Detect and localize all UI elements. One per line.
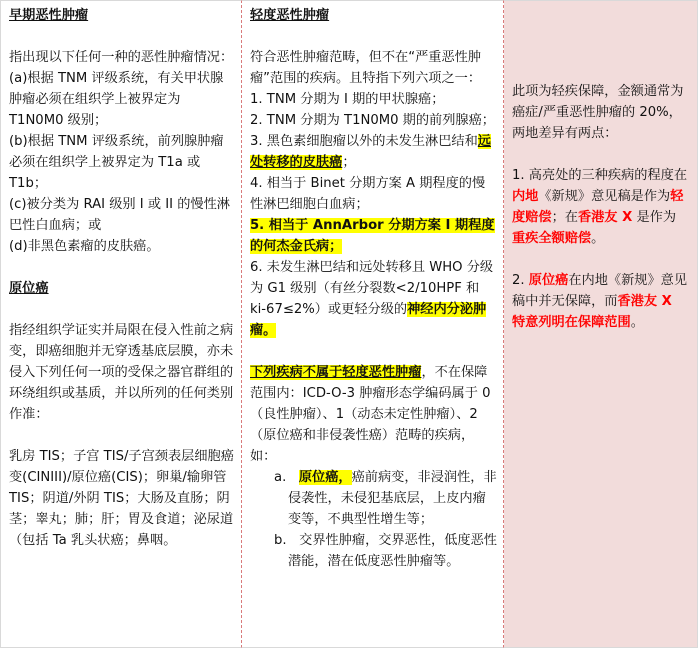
notes-p2-text: 在内地《新规》意见稿中并无保障，而 [512,273,688,309]
notes-p1-end: 。 [591,231,605,246]
in-situ-title: 原位癌 [9,281,49,296]
early-cancer-column [0,0,241,648]
exclusion-title: 下列疾病不属于轻度恶性肿瘤 [250,365,422,380]
mild-item-3-end: ； [342,155,356,170]
mild-item-5-highlight: 5. 相当于 AnnArbor 分期方案 I 期程度的何杰金氏病； [250,218,495,254]
mild-item-6-highlight: 神经内分泌肿瘤。 [250,302,487,338]
notes-intro: 此项为轻疾保障，金额通常为癌症/严重恶性肿瘤的 20%，两地差异有两点： [512,84,684,141]
mainland-label: 内地 [512,189,539,204]
exclusion-b-text: 交界性肿瘤，交界恶性，低度恶性潜能，潜在低度恶性肿瘤等。 [288,533,497,569]
exclusion-item-b [250,530,497,572]
early-cancer-intro: 指出现以下任何一种的恶性肿瘤情况： [9,50,234,65]
in-situ-label: 原位癌 [528,273,569,288]
early-item-d: (d)非黑色素瘤的皮肤癌。 [9,239,160,254]
notes-p1-text-4: 是作为 [632,210,677,225]
mild-cancer-intro: 符合恶性肿瘤范畴，但不在“严重恶性肿瘤”范围的疾病。且特指下列六项之一： [250,50,482,86]
mild-item-4: 4. 相当于 Binet 分期方案 A 期程度的慢性淋巴细胞白血病； [250,176,486,212]
early-item-a: (a)根据 TNM 评级系统，有关甲状腺肿瘤必须在组织学上被界定为 T1N0M0 级别； [9,71,224,128]
notes-p2-end: 。 [630,315,644,330]
mild-item-3-highlight: 远处转移的皮肤癌 [250,134,491,170]
notes-p1-text-2: 《新规》意见稿是作为 [538,189,671,204]
exclusion-a-text: 癌前病变，非浸润性，非侵袭性，未侵犯基底层，上皮内瘤变等，不典型性增生等； [288,470,497,527]
notes-point-2 [512,270,689,333]
notes-p1-text: 1. 高亮处的三种疾病的程度在 [512,168,688,183]
mild-item-5 [250,215,497,257]
exclusion-a-highlight: 原位癌， [298,470,352,485]
notes-point-1 [512,165,689,249]
mild-cancer-title: 轻度恶性肿瘤 [250,8,330,23]
notes-column [504,0,698,648]
early-item-b: (b)根据 TNM 评级系统，前列腺肿瘤必须在组织学上被界定为 T1a 或 T1b； [9,134,224,191]
exclusion-text: ，不在保障范围内：ICD-O-3 肿瘤形态学编码属于 0（良性肿瘤）、1（动态未定性肿瘤）、2（原位癌和非侵袭性癌）范畴的疾病，如： [250,365,491,464]
mild-cancer-column [241,0,504,648]
exclusion-b-label: b. [274,533,287,548]
mild-item-1: 1. TNM 分期为 I 期的甲状腺癌； [250,92,445,107]
in-situ-definition: 指经组织学证实并局限在侵入性前之病变，即癌细胞并无穿透基底层膜，亦未侵入下列任何一项的受保之器官群组的环绕组织或基质，并以所列的任何类别作准： [9,323,234,422]
exclusion-item-a [250,467,497,530]
notes-p2-num: 2. [512,273,529,288]
mild-item-6 [250,257,497,341]
mild-item-2: 2. TNM 分期为 T1N0M0 期的前列腺癌； [250,113,495,128]
early-cancer-title: 早期恶性肿瘤 [9,8,89,23]
notes-p1-text-3: ；在 [551,210,578,225]
hk-coverage-label: 香港友 X 特意列明在保障范围 [512,294,672,330]
mild-payout-label: 轻度赔偿 [512,189,684,225]
hk-insurer-label: 香港友 X [577,210,633,225]
exclusion-paragraph [250,362,497,467]
exclusion-a-label: a. [274,470,287,485]
mild-item-3-text: 3. 黑色素细胞瘤以外的未发生淋巴结和 [250,134,478,149]
early-item-c: (c)被分类为 RAI 级别 I 或 II 的慢性淋巴性白血病；或 [9,197,230,233]
mild-item-3 [250,131,497,173]
mild-item-6-text: 6. 未发生淋巴结和远处转移且 WHO 分级为 G1 级别（有丝分裂数<2/10HPF 和 ki-67≤2%）或更轻分级的 [250,260,494,317]
full-payout-label: 重疾全额赔偿 [512,231,592,246]
in-situ-organ-list: 乳房 TIS；子宫 TIS/子宫颈表层细胞癌变(CINIII)/原位癌(CIS)；卵巢/输卵管 TIS；阴道/外阴 TIS；大肠及直肠；阴茎；睾丸；肺；肝；胃及食道；泌尿道（包括 Ta 乳头状癌；鼻咽。 [9,449,234,548]
